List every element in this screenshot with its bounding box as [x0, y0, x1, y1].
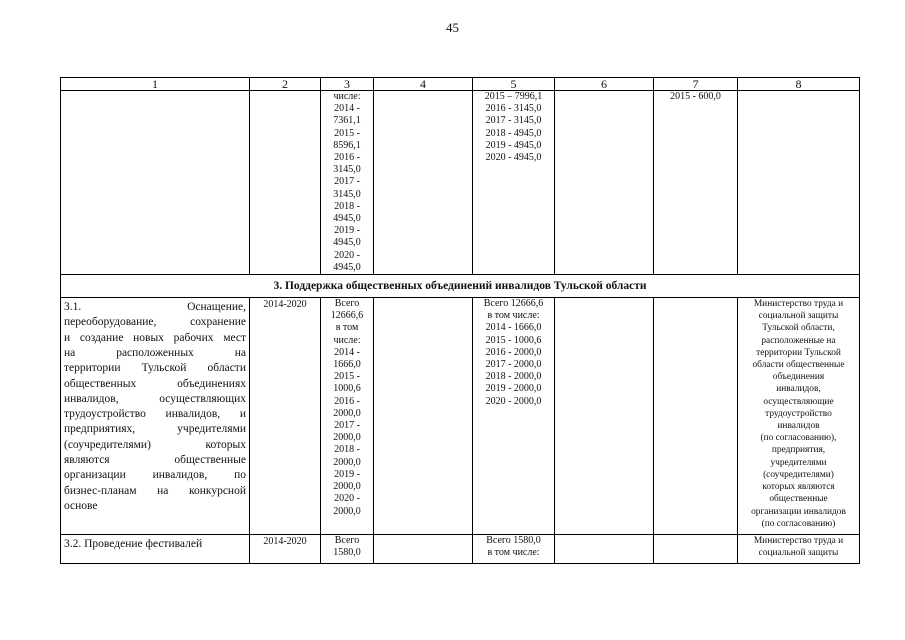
column-number: 3	[321, 78, 374, 91]
text-line: 4945,0	[333, 237, 361, 249]
text-line: 2018 - 4945,0	[485, 127, 542, 139]
column-number-row	[61, 78, 860, 91]
text-line: 2016 - 2000,0	[485, 346, 542, 358]
cell-col7	[654, 535, 738, 564]
text-line: 2018 -	[334, 444, 360, 456]
cell-deadline: 2014-2020	[250, 298, 321, 535]
column-number: 7	[654, 78, 738, 91]
text-line: 2018 -	[334, 200, 360, 212]
text-line: 7361,1	[333, 115, 361, 127]
text-line: осуществляющие	[763, 396, 834, 407]
text-line: 2000,0	[333, 505, 361, 517]
cell-executor	[738, 91, 860, 275]
cell-funding-total	[321, 91, 374, 275]
text-line: которых являются	[762, 482, 835, 493]
text-line: 2019 - 4945,0	[485, 139, 542, 151]
text-line: 2017 - 3145,0	[485, 115, 542, 127]
cell-funding-total	[321, 535, 374, 564]
text-line: числе:	[333, 334, 361, 346]
cell-executor	[738, 298, 860, 535]
text-line: 2014 - 1666,0	[485, 322, 542, 334]
text-line: 3145,0	[333, 188, 361, 200]
text-line: 2017 -	[334, 176, 360, 188]
text-line: 2019 -	[334, 225, 360, 237]
cell-col4	[374, 535, 473, 564]
cell-funding-regional	[473, 91, 555, 275]
section-header-row	[61, 275, 860, 298]
text-line: 2015 – 7996,1	[484, 91, 543, 102]
text-line: предприятиях, учредителями	[64, 423, 246, 436]
cell-col7	[654, 298, 738, 535]
text-line: 4945,0	[333, 213, 361, 225]
text-line: предприятия,	[771, 445, 826, 456]
text-line: 3145,0	[333, 164, 361, 176]
text-line: общественные	[769, 494, 828, 505]
text-line: (по согласованию)	[761, 518, 836, 529]
text-line: 2015 - 1000,6	[485, 334, 542, 346]
text-line: переоборудование, сохранение	[64, 316, 246, 329]
text-line: 2014 -	[334, 346, 360, 358]
text-line: Тульской области,	[762, 323, 835, 334]
text-line: 2014 -	[334, 103, 360, 115]
text-line: (соучредителями)	[763, 469, 834, 480]
text-line: в том числе:	[487, 547, 540, 559]
text-line: трудоустройство инвалидов, и	[64, 408, 246, 421]
text-line: 12666,6	[330, 310, 364, 322]
text-line: 2015 - 600,0	[670, 91, 721, 102]
text-line: учредителями	[770, 457, 827, 468]
cell-funding-regional	[473, 535, 555, 564]
cell-deadline: 2014-2020	[250, 535, 321, 564]
text-line: 2020 -	[334, 249, 360, 261]
text-line: организации инвалидов, по	[64, 469, 246, 482]
text-line: на расположенных на	[64, 346, 246, 359]
text-line: 2015 -	[334, 371, 360, 383]
column-number: 5	[473, 78, 555, 91]
text-line: 2000,0	[333, 456, 361, 468]
text-line: Всего 1580,0	[486, 535, 541, 547]
text-line: Всего	[334, 535, 360, 547]
text-line: 2018 - 2000,0	[485, 371, 542, 383]
table-row	[61, 535, 860, 564]
text-line: основе	[64, 499, 98, 512]
table-row	[61, 298, 860, 535]
text-line: 2019 -	[334, 468, 360, 480]
text-line: Всего	[334, 298, 360, 310]
text-line: бизнес-планам на конкурсной	[64, 484, 246, 497]
text-line: 3.2. Проведение фестивалей	[64, 538, 203, 551]
text-line: являются общественные	[64, 454, 246, 467]
text-line: инвалидов	[777, 421, 820, 432]
text-line: 2017 - 2000,0	[485, 359, 542, 371]
text-line: 2000,0	[333, 432, 361, 444]
text-line: 2020 -	[334, 493, 360, 505]
text-line: 8596,1	[333, 139, 361, 151]
cell-col6	[555, 91, 654, 275]
cell-col6	[555, 535, 654, 564]
text-line: территории Тульской	[756, 347, 841, 358]
column-number: 8	[738, 78, 860, 91]
text-line: Министерство труда и	[753, 536, 844, 547]
text-line: 2015 -	[334, 127, 360, 139]
text-line: области общественные	[752, 360, 845, 371]
column-number: 1	[61, 78, 250, 91]
cell-funding-total	[321, 298, 374, 535]
text-line: (соучредителями) которых	[64, 438, 246, 451]
text-line: 2019 - 2000,0	[485, 383, 542, 395]
text-line: 3.1. Оснащение,	[64, 301, 246, 314]
cell-measure	[61, 298, 250, 535]
column-number: 4	[374, 78, 473, 91]
text-line: социальной защиты	[758, 311, 839, 322]
text-line: и создание новых рабочих мест	[64, 331, 246, 344]
text-line: социальной защиты	[758, 548, 839, 559]
text-line: числе:	[333, 91, 361, 102]
cell-executor	[738, 535, 860, 564]
text-line: 4945,0	[333, 261, 361, 273]
section-title: 3. Поддержка общественных объединений инвалидов Тульской области	[61, 275, 860, 298]
cell-measure	[61, 91, 250, 275]
text-line: 2020 - 4945,0	[485, 152, 542, 164]
text-line: 2016 -	[334, 152, 360, 164]
text-line: общественных объединениях	[64, 377, 246, 390]
text-line: (по согласованию),	[760, 433, 837, 444]
text-line: территории Тульской области	[64, 362, 246, 375]
page-number: 45	[446, 20, 459, 35]
cell-col6	[555, 298, 654, 535]
text-line: Министерство труда и	[753, 299, 844, 310]
text-line: инвалидов, осуществляющих	[64, 392, 246, 405]
column-number: 2	[250, 78, 321, 91]
continued-row	[61, 91, 860, 275]
text-line: в том	[335, 322, 359, 334]
text-line: расположенные на	[761, 335, 836, 346]
text-line: 2016 -	[334, 395, 360, 407]
text-line: объединения	[772, 372, 825, 383]
text-line: 2016 - 3145,0	[485, 103, 542, 115]
cell-funding-other	[654, 91, 738, 275]
program-table	[60, 77, 860, 564]
text-line: 2017 -	[334, 420, 360, 432]
text-line: инвалидов,	[776, 384, 821, 395]
column-number: 6	[555, 78, 654, 91]
cell-measure	[61, 535, 250, 564]
text-line: 2000,0	[333, 407, 361, 419]
text-line: 2020 - 2000,0	[485, 395, 542, 407]
text-line: в том числе:	[487, 310, 540, 322]
cell-deadline	[250, 91, 321, 275]
cell-col4	[374, 91, 473, 275]
text-line: 2000,0	[333, 481, 361, 493]
text-line: 1666,0	[333, 359, 361, 371]
text-line: трудоустройство	[765, 408, 832, 419]
cell-col4	[374, 298, 473, 535]
text-line: 1580,0	[333, 547, 361, 559]
text-line: 1000,6	[333, 383, 361, 395]
text-line: Всего 12666,6	[483, 298, 544, 310]
text-line: организации инвалидов	[751, 506, 846, 517]
cell-funding-regional	[473, 298, 555, 535]
